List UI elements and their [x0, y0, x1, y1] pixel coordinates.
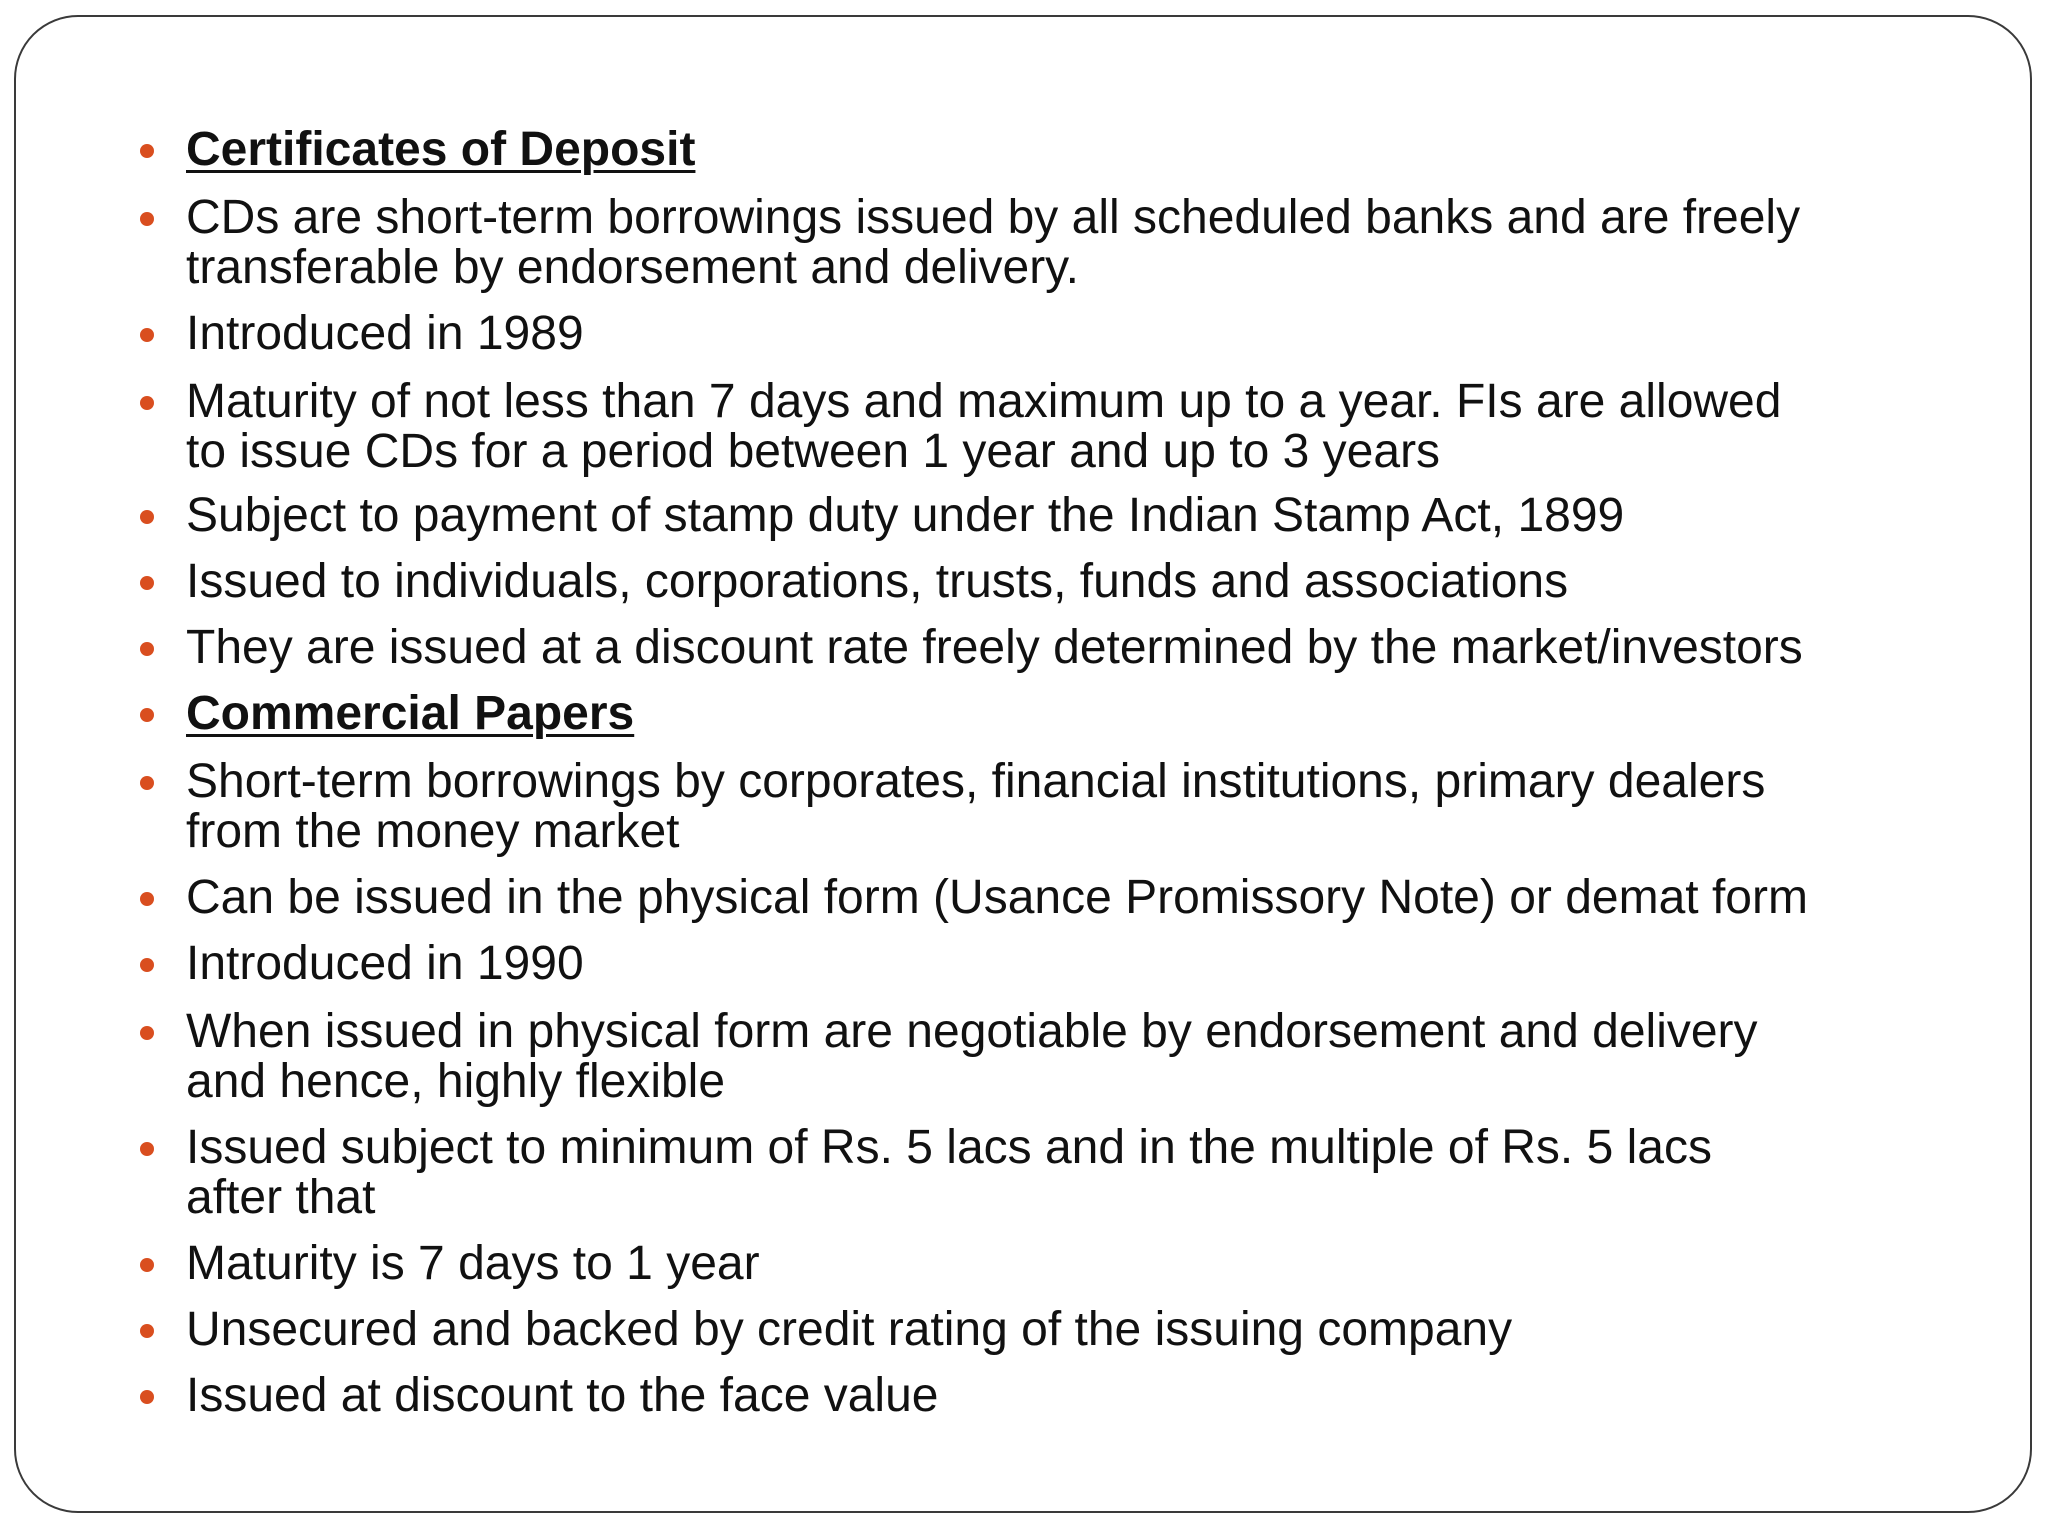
bullet-dot-icon	[140, 144, 154, 158]
bullet-item	[186, 757, 1966, 857]
bullet-text-line: When issued in physical form are negotiable by endorsement and delivery	[186, 1005, 1758, 1058]
bullet-text-line: from the money market	[186, 805, 680, 858]
bullet-text-line: Short-term borrowings by corporates, financial institutions, primary dealers	[186, 755, 1766, 808]
bullet-item	[186, 491, 1966, 541]
bullet-item	[186, 873, 1966, 923]
bullet-text-line: after that	[186, 1171, 376, 1224]
bullet-item	[186, 309, 1966, 359]
bullet-dot-icon	[140, 892, 154, 906]
section-heading	[186, 689, 1966, 739]
bullet-dot-icon	[140, 576, 154, 590]
bullet-dot-icon	[140, 1026, 154, 1040]
bullet-item	[186, 377, 1966, 477]
bullet-text-line: Can be issued in the physical form (Usance Promissory Note) or demat form	[186, 871, 1808, 924]
bullet-item	[186, 557, 1966, 607]
bullet-dot-icon	[140, 642, 154, 656]
bullet-item	[186, 1305, 1966, 1355]
bullet-text-line: to issue CDs for a period between 1 year and up to 3 years	[186, 425, 1441, 478]
bullet-dot-icon	[140, 1390, 154, 1404]
bullet-item	[186, 1123, 1966, 1223]
bullet-dot-icon	[140, 510, 154, 524]
bullet-text-line: transferable by endorsement and delivery.	[186, 241, 1079, 294]
bullet-dot-icon	[140, 776, 154, 790]
bullet-dot-icon	[140, 1324, 154, 1338]
bullet-item	[186, 1371, 1966, 1421]
bullet-dot-icon	[140, 708, 154, 722]
bullet-item	[186, 1239, 1966, 1289]
bullet-dot-icon	[140, 328, 154, 342]
bullet-text-line: They are issued at a discount rate freely determined by the market/investors	[186, 621, 1803, 674]
bullet-item	[186, 939, 1966, 989]
slide-frame	[14, 15, 2032, 1513]
bullet-dot-icon	[140, 396, 154, 410]
bullet-text-line: Subject to payment of stamp duty under the Indian Stamp Act, 1899	[186, 489, 1625, 542]
bullet-text-line: Introduced in 1989	[186, 307, 584, 360]
bullet-item	[186, 1007, 1966, 1107]
bullet-text-line: Maturity is 7 days to 1 year	[186, 1237, 760, 1290]
bullet-text-line: Maturity of not less than 7 days and maximum up to a year. FIs are allowed	[186, 375, 1782, 428]
bullet-dot-icon	[140, 1258, 154, 1272]
bullet-dot-icon	[140, 212, 154, 226]
heading-text: Commercial Papers	[186, 687, 635, 740]
bullet-text-line: Issued at discount to the face value	[186, 1369, 939, 1422]
bullet-text-line: and hence, highly flexible	[186, 1055, 726, 1108]
bullet-text-line: Unsecured and backed by credit rating of the issuing company	[186, 1303, 1513, 1356]
bullet-dot-icon	[140, 1142, 154, 1156]
heading-text: Certificates of Deposit	[186, 123, 696, 176]
bullet-text-line: Issued to individuals, corporations, trusts, funds and associations	[186, 555, 1569, 608]
bullet-text-line: Introduced in 1990	[186, 937, 584, 990]
bullet-item	[186, 193, 1966, 293]
bullet-text-line: Issued subject to minimum of Rs. 5 lacs and in the multiple of Rs. 5 lacs	[186, 1121, 1712, 1174]
bullet-item	[186, 623, 1966, 673]
bullet-dot-icon	[140, 958, 154, 972]
section-heading	[186, 125, 1966, 175]
bullet-list	[16, 17, 2030, 1511]
bullet-text-line: CDs are short-term borrowings issued by all scheduled banks and are freely	[186, 191, 1801, 244]
